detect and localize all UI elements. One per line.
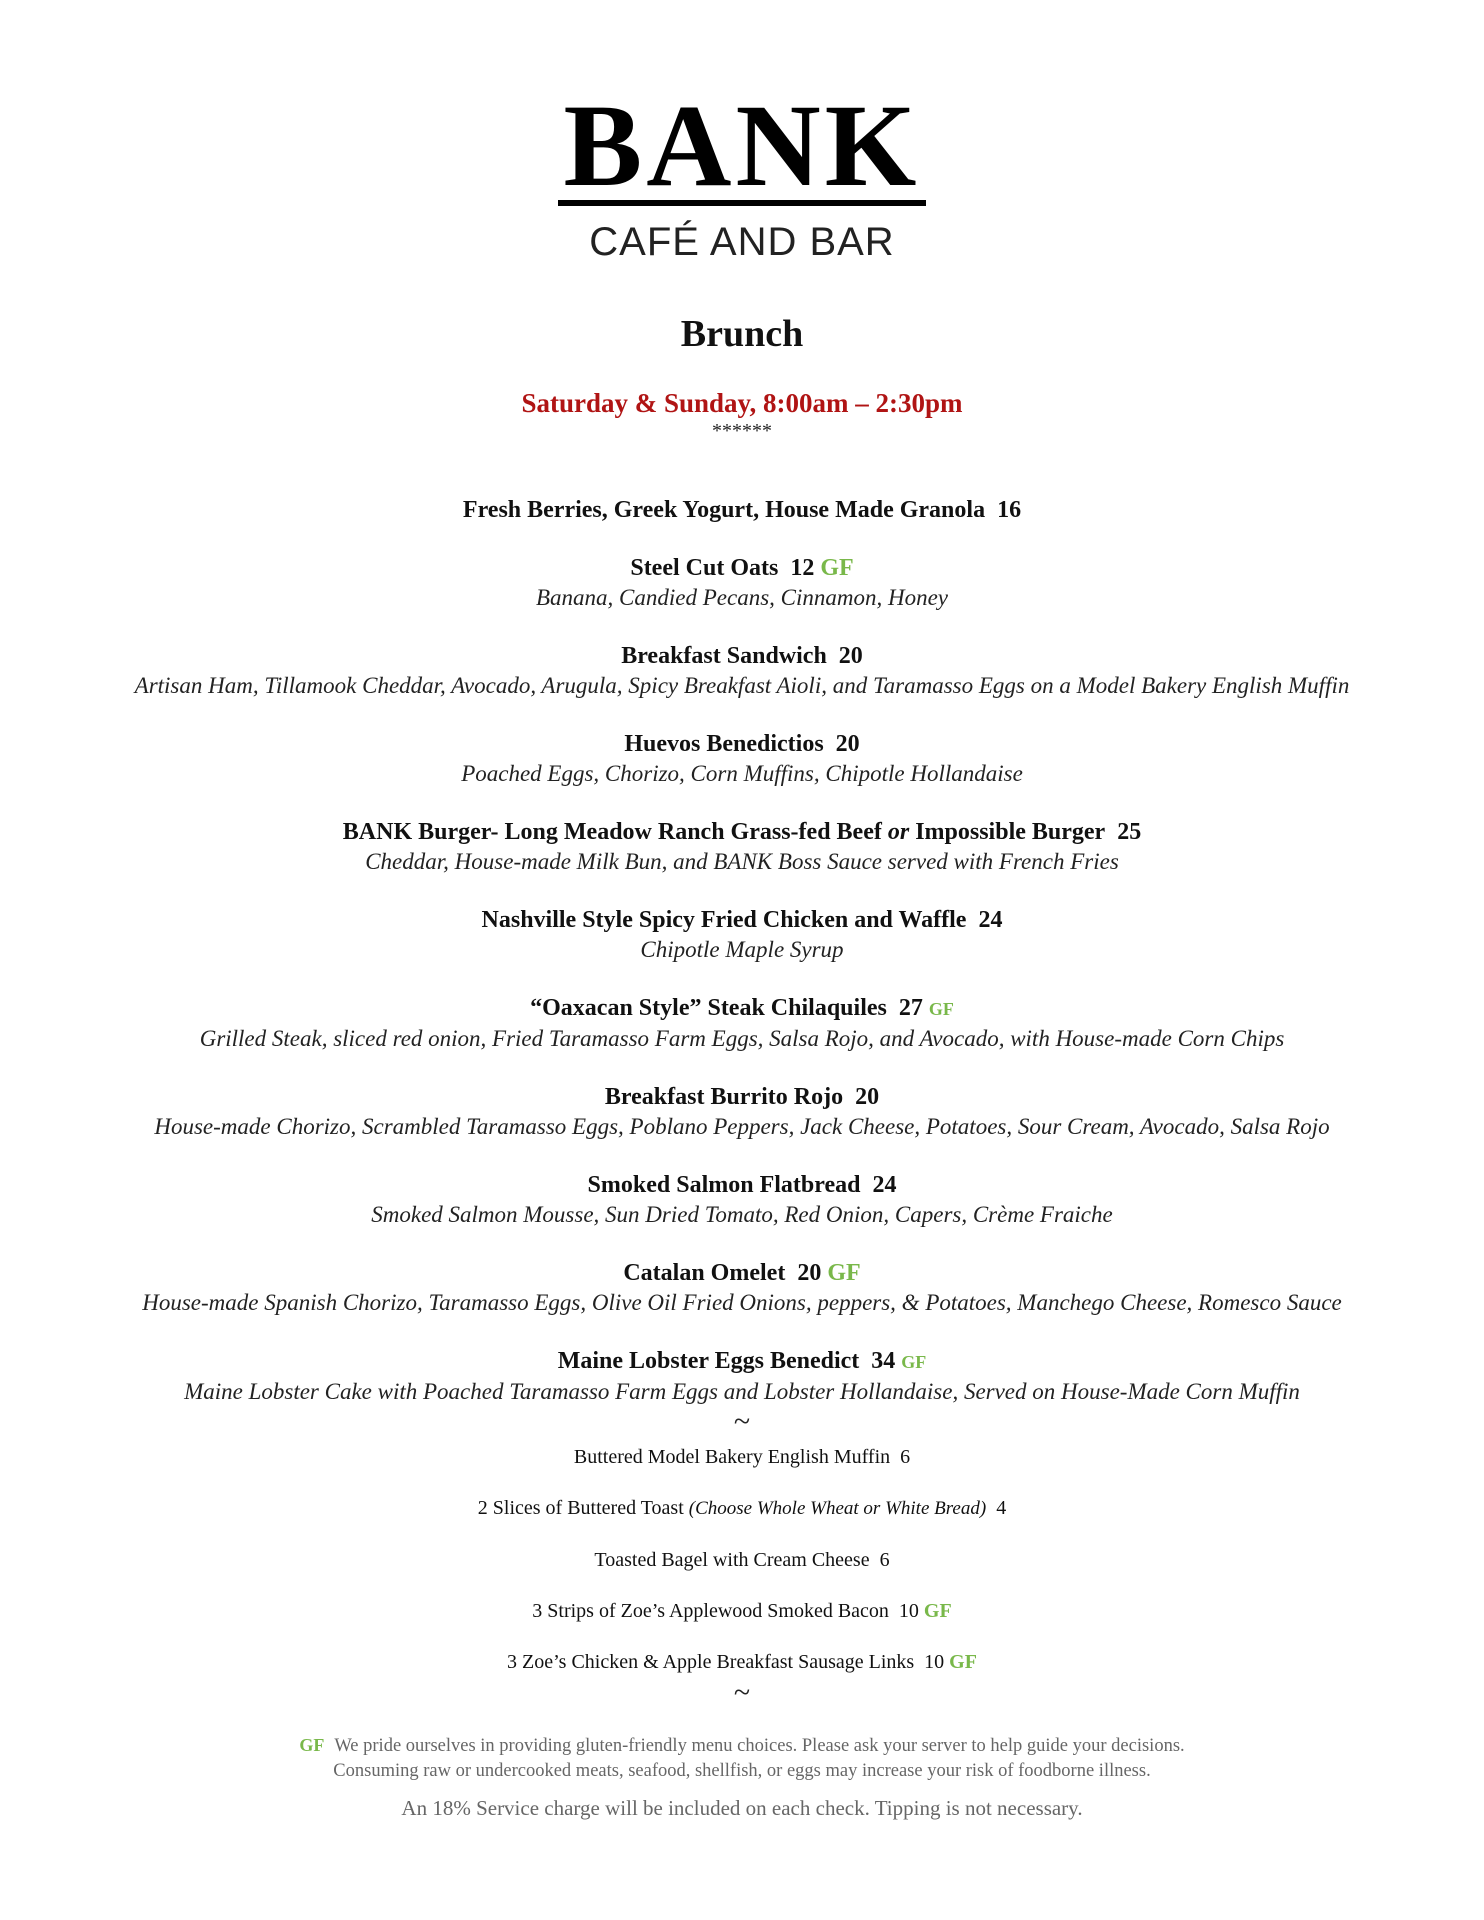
- tilde-divider: ~: [733, 1676, 751, 1709]
- menu-item: [0, 1347, 1484, 1407]
- item-price: 24: [978, 907, 1003, 933]
- item-price: 25: [1117, 819, 1142, 845]
- menu-item: [0, 994, 1484, 1054]
- gf-badge: GF: [928, 999, 954, 1019]
- menu-items: [0, 496, 1484, 1709]
- side-price: 6: [879, 1549, 890, 1571]
- item-name: Breakfast Burrito Rojo 20: [604, 1084, 880, 1110]
- item-price: 34: [871, 1348, 896, 1374]
- raw-food-warning: Consuming raw or undercooked meats, seafood, shellfish, or eggs may increase your risk of foodborne illness.: [333, 1761, 1151, 1781]
- side-items: [0, 1445, 1484, 1674]
- item-price: 20: [855, 1084, 880, 1110]
- menu-item: [0, 496, 1484, 525]
- gf-badge: GF: [299, 1735, 325, 1755]
- side-item: 3 Strips of Zoe’s Applewood Smoked Bacon 10 GF: [532, 1600, 952, 1622]
- item-price: 20: [797, 1260, 822, 1286]
- logo-wordmark: BANK: [558, 98, 927, 206]
- gf-badge: GF: [901, 1352, 927, 1372]
- side-item: Buttered Model Bakery English Muffin 6: [573, 1446, 911, 1468]
- item-price: 24: [872, 1172, 897, 1198]
- gf-badge: GF: [923, 1600, 952, 1622]
- section-separator: ******: [712, 420, 772, 442]
- item-description: Artisan Ham, Tillamook Cheddar, Avocado, Arugula, Spicy Breakfast Aioli, and Taramasso Eggs on a Model Bakery English Muffin: [134, 673, 1350, 698]
- gf-badge: GF: [827, 1260, 861, 1286]
- menu-item: [0, 1171, 1484, 1230]
- menu-item: [0, 906, 1484, 965]
- item-name: Nashville Style Spicy Fried Chicken and Waffle 24: [481, 907, 1003, 933]
- item-description: Poached Eggs, Chorizo, Corn Muffins, Chipotle Hollandaise: [461, 761, 1023, 786]
- item-price: 27: [898, 995, 923, 1021]
- logo: [0, 80, 1484, 264]
- side-item: Toasted Bagel with Cream Cheese 6: [594, 1549, 890, 1571]
- item-description: Banana, Candied Pecans, Cinnamon, Honey: [535, 585, 949, 610]
- gf-badge: GF: [820, 555, 854, 581]
- menu-item: [0, 1083, 1484, 1142]
- side-item: 2 Slices of Buttered Toast (Choose Whole Wheat or White Bread) 4: [477, 1497, 1007, 1519]
- item-name: Maine Lobster Eggs Benedict 34 GF: [557, 1348, 927, 1374]
- gf-badge: GF: [949, 1651, 977, 1673]
- item-price: 20: [835, 731, 860, 757]
- tilde-divider: ~: [733, 1405, 751, 1438]
- item-description: Smoked Salmon Mousse, Sun Dried Tomato, Red Onion, Capers, Crème Fraiche: [371, 1202, 1113, 1227]
- logo-subtitle: CAFÉ AND BAR: [589, 220, 895, 264]
- side-price: 10: [924, 1651, 945, 1673]
- item-description: Grilled Steak, sliced red onion, Fried Taramasso Farm Eggs, Salsa Rojo, and Avocado, with House-made Corn Chips: [199, 1026, 1285, 1051]
- item-description: Chipotle Maple Syrup: [640, 937, 844, 962]
- gf-disclaimer: GF We pride ourselves in providing gluten-friendly menu choices. Please ask your server to help guide your decisions.: [299, 1735, 1185, 1756]
- item-name: Huevos Benedictios 20: [624, 731, 860, 757]
- menu-item: [0, 730, 1484, 789]
- menu-item: [0, 1259, 1484, 1318]
- menu-item: [0, 818, 1484, 877]
- side-price: 6: [900, 1446, 911, 1468]
- item-description: Cheddar, House-made Milk Bun, and BANK Boss Sauce served with French Fries: [365, 849, 1119, 874]
- item-price: 16: [997, 497, 1022, 523]
- menu-item: [0, 642, 1484, 701]
- service-hours: Saturday & Sunday, 8:00am – 2:30pm: [521, 388, 963, 418]
- side-price: 4: [996, 1497, 1007, 1519]
- service-charge-note: An 18% Service charge will be included on each check. Tipping is not necessary.: [401, 1796, 1083, 1820]
- footer: [0, 1733, 1484, 1821]
- item-price: 20: [838, 643, 863, 669]
- side-note: (Choose Whole Wheat or White Bread): [688, 1498, 987, 1519]
- item-description: House-made Spanish Chorizo, Taramasso Eggs, Olive Oil Fried Onions, peppers, & Potatoes, Manchego Cheese, Romesco Sauce: [142, 1290, 1342, 1315]
- item-name: BANK Burger- Long Meadow Ranch Grass-fed Beef or Impossible Burger 25: [342, 819, 1142, 845]
- item-name: Smoked Salmon Flatbread 24: [587, 1172, 897, 1198]
- item-price: 12: [790, 555, 815, 581]
- menu-item: [0, 554, 1484, 613]
- item-name: Fresh Berries, Greek Yogurt, House Made Granola 16: [462, 497, 1022, 523]
- item-name: “Oaxacan Style” Steak Chilaquiles 27 GF: [530, 995, 954, 1021]
- item-name: Catalan Omelet 20 GF: [623, 1260, 861, 1286]
- menu-title: Brunch: [680, 313, 804, 355]
- item-name: Steel Cut Oats 12 GF: [630, 555, 854, 581]
- side-item: 3 Zoe’s Chicken & Apple Breakfast Sausage Links 10 GF: [507, 1651, 977, 1673]
- item-description: Maine Lobster Cake with Poached Taramasso Farm Eggs and Lobster Hollandaise, Served on House-Made Corn Muffin: [184, 1379, 1300, 1404]
- item-name: Breakfast Sandwich 20: [621, 643, 863, 669]
- item-description: House-made Chorizo, Scrambled Taramasso Eggs, Poblano Peppers, Jack Cheese, Potatoes, Sour Cream, Avocado, Salsa Rojo: [154, 1114, 1330, 1139]
- side-price: 10: [898, 1600, 919, 1622]
